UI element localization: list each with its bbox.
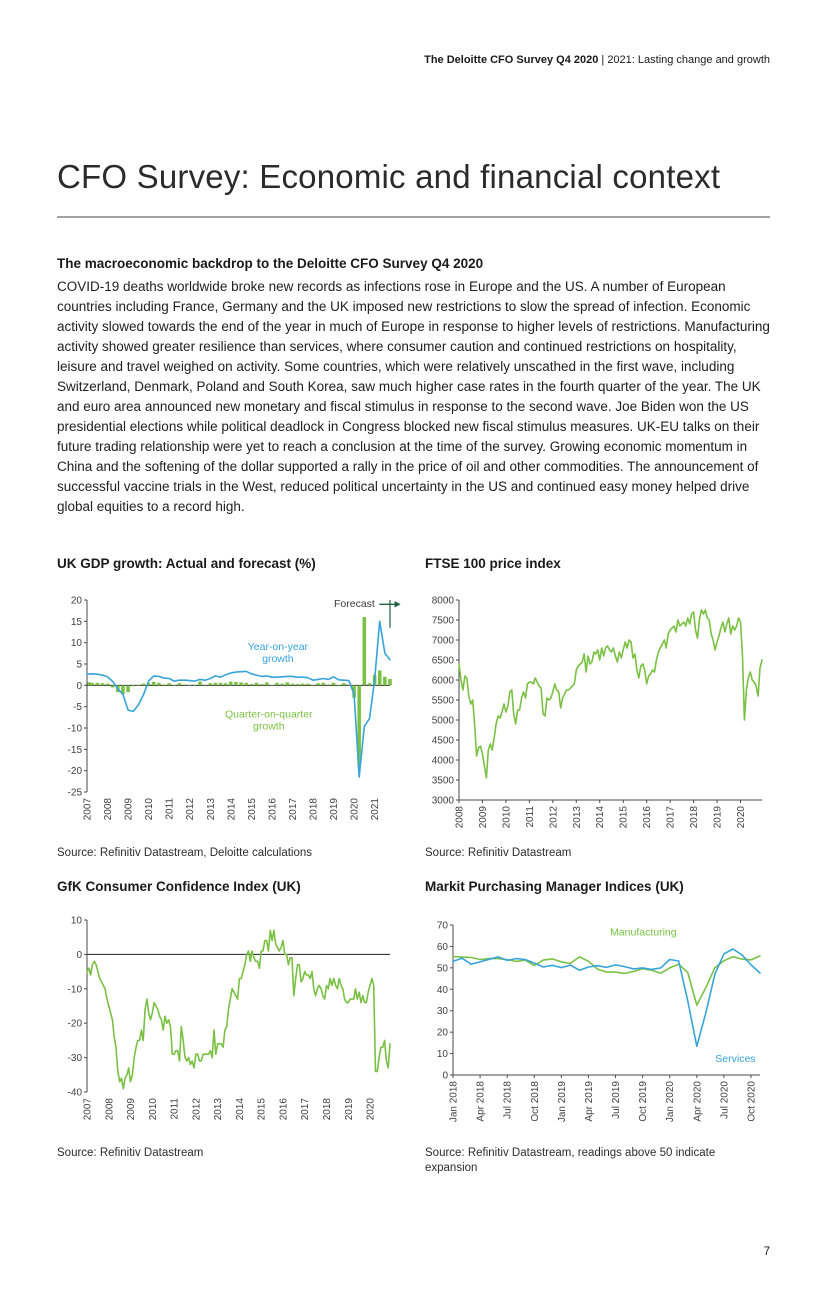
svg-text:2015: 2015 [618, 806, 630, 829]
svg-text:2008: 2008 [103, 798, 115, 821]
svg-text:-30: -30 [67, 1053, 82, 1065]
svg-text:Oct 2019: Oct 2019 [638, 1081, 650, 1122]
chart-title-ftse-100: FTSE 100 price index [425, 556, 561, 571]
svg-text:-20: -20 [67, 766, 82, 778]
svg-text:2007: 2007 [82, 1098, 94, 1121]
page-number: 7 [763, 1246, 770, 1258]
svg-text:-10: -10 [67, 984, 82, 996]
svg-text:-15: -15 [67, 744, 82, 756]
svg-text:2011: 2011 [169, 1098, 181, 1120]
svg-text:4000: 4000 [431, 755, 454, 767]
svg-text:2012: 2012 [185, 798, 197, 821]
svg-text:3500: 3500 [431, 775, 454, 787]
svg-text:Services: Services [715, 1053, 756, 1066]
body-text: COVID-19 deaths worldwide broke new records as infections rose in Europe and the US. A number of European countries including France, Germany and the UK imposed new restrictions to slow the spread of infection. Economic activity slowed towards the end of the year in much of Europe in response to higher levels of restrictions. Manufacturing activity showed greater resilience than services, where consumer caution and continued restrictions on hospitality, leisure and travel weighed on activity. Some countries, which were relatively unscathed in the first wave, including Switzerland, Denmark, Poland and South Korea, saw much higher case rates in the fourth quarter of the year. The UK and euro area announced new monetary and fiscal stimulus in response to the second wave. Joe Biden won the US presidential elections while political deadlock in Congress blocked new fiscal stimulus measures. UK-EU talks on their future trading relationship were yet to reach a conclusion at the time of the survey. Growing economic momentum in China and the softening of the dollar supported a rally in the price of oil and other commodities. The announcement of successful vaccine trials in the West, reduced political uncertainty in the US and continued easy money helped drive global equities to a record high. [57, 279, 770, 514]
chart-gfk-confidence [57, 910, 402, 1138]
svg-text:2009: 2009 [126, 1098, 138, 1121]
svg-text:2018: 2018 [689, 806, 701, 829]
svg-text:15: 15 [70, 616, 82, 628]
chart-source-gfk-confidence: Source: Refinitiv Datastream [57, 1147, 204, 1159]
svg-text:2017: 2017 [287, 798, 299, 821]
svg-text:2013: 2013 [213, 1098, 225, 1121]
svg-text:2012: 2012 [548, 806, 560, 829]
svg-text:Oct 2020: Oct 2020 [746, 1081, 758, 1122]
svg-text:-10: -10 [67, 723, 82, 735]
svg-text:20: 20 [70, 595, 82, 607]
svg-text:2014: 2014 [595, 806, 607, 829]
svg-text:Apr 2018: Apr 2018 [475, 1081, 487, 1122]
svg-text:2020: 2020 [365, 1098, 377, 1121]
chart-uk-gdp-growth [57, 590, 402, 845]
svg-text:Jan 2018: Jan 2018 [448, 1081, 460, 1123]
svg-text:2020: 2020 [349, 798, 361, 821]
svg-text:10: 10 [70, 638, 82, 650]
svg-text:Apr 2020: Apr 2020 [692, 1081, 704, 1122]
svg-text:70: 70 [436, 920, 448, 932]
svg-text:7500: 7500 [431, 615, 454, 627]
svg-text:2011: 2011 [524, 806, 536, 828]
svg-text:8000: 8000 [431, 595, 454, 607]
svg-text:2013: 2013 [205, 798, 217, 821]
header-report-title: The Deloitte CFO Survey Q4 2020 [424, 54, 599, 66]
svg-text:2009: 2009 [477, 806, 489, 829]
chart-title-markit-pmi: Markit Purchasing Manager Indices (UK) [425, 879, 684, 894]
svg-text:2017: 2017 [300, 1098, 312, 1121]
svg-text:6500: 6500 [431, 655, 454, 667]
svg-text:10: 10 [70, 915, 82, 927]
svg-text:2015: 2015 [256, 1098, 268, 1121]
chart-title-gfk-confidence: GfK Consumer Confidence Index (UK) [57, 879, 301, 894]
page-header [424, 54, 770, 66]
svg-text:2021: 2021 [370, 798, 382, 821]
svg-text:2016: 2016 [642, 806, 654, 829]
svg-text:-5: -5 [73, 702, 82, 714]
svg-text:2008: 2008 [454, 806, 466, 829]
title-divider [57, 216, 770, 218]
svg-text:0: 0 [76, 680, 82, 692]
svg-text:Jan 2019: Jan 2019 [556, 1081, 568, 1123]
svg-text:2008: 2008 [104, 1098, 116, 1121]
svg-text:2010: 2010 [147, 1098, 159, 1121]
svg-text:-20: -20 [67, 1018, 82, 1030]
svg-text:0: 0 [442, 1070, 448, 1082]
svg-text:50: 50 [436, 963, 448, 975]
svg-text:2017: 2017 [665, 806, 677, 829]
svg-text:2019: 2019 [712, 806, 724, 829]
header-report-subtitle: | 2021: Lasting change and growth [598, 54, 770, 66]
svg-text:6000: 6000 [431, 675, 454, 687]
svg-text:Jul 2020: Jul 2020 [719, 1081, 731, 1119]
svg-text:2012: 2012 [191, 1098, 203, 1121]
svg-text:2009: 2009 [123, 798, 135, 821]
chart-source-uk-gdp-growth: Source: Refinitiv Datastream, Deloitte calculations [57, 847, 313, 859]
svg-text:Apr 2019: Apr 2019 [583, 1081, 595, 1122]
svg-text:5: 5 [76, 659, 82, 671]
svg-text:40: 40 [436, 984, 448, 996]
svg-text:2015: 2015 [246, 798, 258, 821]
svg-text:60: 60 [436, 941, 448, 953]
svg-text:2011: 2011 [164, 798, 176, 820]
svg-text:2010: 2010 [501, 806, 513, 829]
svg-text:5500: 5500 [431, 695, 454, 707]
svg-text:30: 30 [436, 1006, 448, 1018]
chart-ftse-100 [425, 590, 770, 845]
svg-text:-40: -40 [67, 1087, 82, 1099]
svg-text:2018: 2018 [321, 1098, 333, 1121]
svg-text:Jul 2019: Jul 2019 [611, 1081, 623, 1119]
svg-text:Forecast: Forecast [333, 597, 375, 610]
svg-text:Jul 2018: Jul 2018 [502, 1081, 514, 1119]
svg-text:-25: -25 [67, 787, 82, 799]
svg-text:Manufacturing: Manufacturing [610, 926, 677, 939]
svg-text:2014: 2014 [226, 798, 238, 821]
svg-text:Quarter-on-quartergrowth: Quarter-on-quarter growth [225, 708, 313, 733]
svg-text:2007: 2007 [82, 798, 94, 821]
chart-markit-pmi [425, 915, 770, 1130]
svg-text:Jan 2020: Jan 2020 [665, 1081, 677, 1123]
svg-text:2010: 2010 [144, 798, 156, 821]
svg-text:2018: 2018 [308, 798, 320, 821]
svg-text:0: 0 [76, 949, 82, 961]
chart-source-ftse-100: Source: Refinitiv Datastream [425, 847, 572, 859]
svg-text:3000: 3000 [431, 795, 454, 807]
section-heading: The macroeconomic backdrop to the Deloitte CFO Survey Q4 2020 [57, 256, 484, 271]
svg-text:7000: 7000 [431, 635, 454, 647]
svg-text:2013: 2013 [571, 806, 583, 829]
svg-text:2019: 2019 [343, 1098, 355, 1121]
svg-text:Oct 2018: Oct 2018 [529, 1081, 541, 1122]
chart-title-uk-gdp-growth: UK GDP growth: Actual and forecast (%) [57, 556, 316, 571]
svg-text:2016: 2016 [278, 1098, 290, 1121]
svg-text:5000: 5000 [431, 715, 454, 727]
page-title: CFO Survey: Economic and financial context [57, 158, 721, 195]
svg-text:2020: 2020 [735, 806, 747, 829]
svg-text:4500: 4500 [431, 735, 454, 747]
svg-text:2016: 2016 [267, 798, 279, 821]
chart-source-markit-pmi: Source: Refinitiv Datastream, readings above 50 indicate expansion [425, 1147, 716, 1174]
svg-text:2014: 2014 [234, 1098, 246, 1121]
svg-text:10: 10 [436, 1049, 448, 1061]
svg-text:Year-on-yeargrowth: Year-on-year growth [247, 640, 309, 665]
svg-text:20: 20 [436, 1027, 448, 1039]
svg-text:2019: 2019 [329, 798, 341, 821]
